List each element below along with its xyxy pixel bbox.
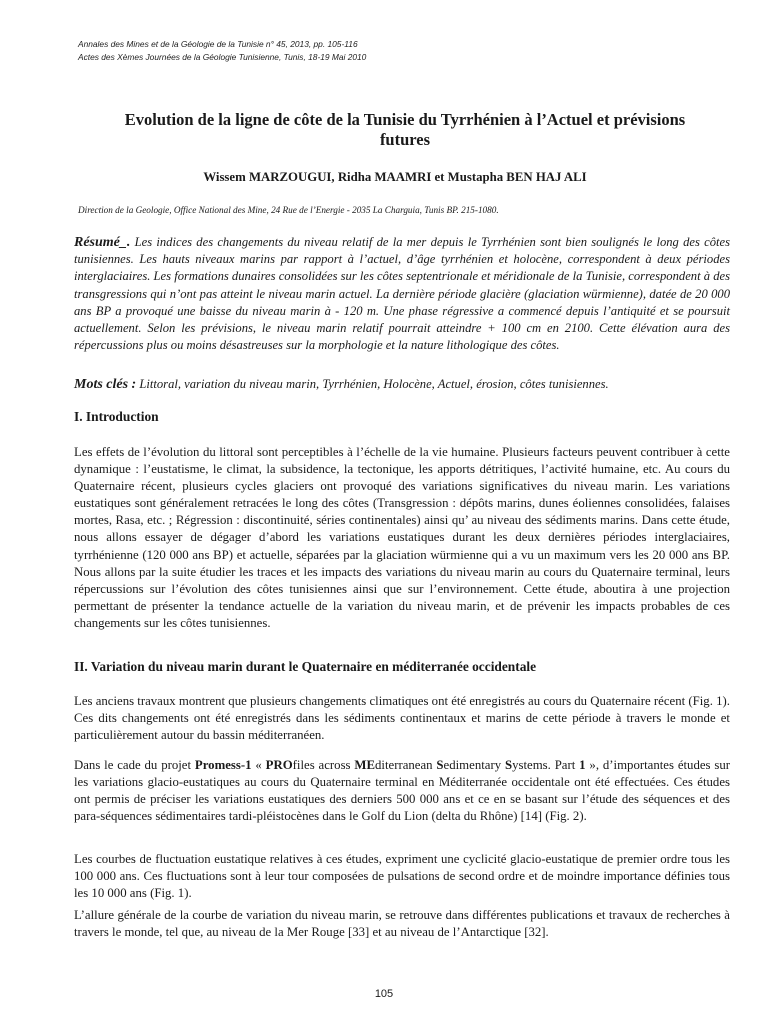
- p2-part: «: [251, 758, 266, 772]
- p2-part: Dans le cade du projet: [74, 758, 195, 772]
- p2-part: », d’importantes études sur les variations glacio-eustatiques au cours du Quaternaire terminal en Méditerranée occidentale ont été effectuées. Ces études ont permis de préciser les variations eustatiques des derniers 500 000 ans et ce en se basant sur l’étude des séquences et des para-séquences sédimentaires tardi-pléistocènes dans le Golf du Lion (delta du Rhône) [14] (Fig. 2).: [74, 758, 731, 824]
- p2-part: edimentary: [443, 758, 505, 772]
- section-heading-variation: II. Variation du niveau marin durant le Quaternaire en méditerranée occidentale: [74, 659, 537, 674]
- part-number: 1: [579, 758, 586, 772]
- variation-paragraph-3: Les courbes de fluctuation eustatique relatives à ces études, expriment une cyclicité glacio-eustatique de premier ordre tous les 100 000 ans. Ces fluctuations sont à leur tour composées de pulsations de second ordre et de moindre importance définies tous les 10 000 ans (Fig. 1).: [74, 852, 730, 901]
- section-heading-introduction: I. Introduction: [74, 409, 159, 424]
- conference-citation: Actes des Xèmes Journées de la Géologie Tunisienne, Tunis, 18-19 Mai 2010: [78, 52, 367, 62]
- project-name: Promess-1: [194, 758, 252, 772]
- p2-part: diterranean: [375, 758, 437, 772]
- variation-paragraph-1: Les anciens travaux montrent que plusieurs changements climatiques ont été enregistrés au cours du Quaternaire récent (Fig. 1). Ces dits changements ont été enregistrés dans les sédiments continentaux et marins de cette période à travers le monde et particulièrement autour du bassin méditerranéen.: [74, 694, 730, 743]
- affiliation: Direction de la Geologie, Office National des Mine, 24 Rue de l’Energie - 2035 La Charguia, Tunis BP. 215-1080.: [78, 205, 499, 215]
- abstract-text: Les indices des changements du niveau relatif de la mer depuis le Tyrrhénien sont bien soulignés le long des côtes tunisiennes. Les hauts niveaux marins par rapport à l’actuel, d’âge tyrrhénien et holocène, correspondent à deux périodes interglaciaires. Les formations dunaires consolidées sur les côtes septentrionale et méridionale de la Tunisie, correspondent à des transgressions qui n’ont pas atteint le niveau marin actuel. La dernière période glacière (glaciation würmienne), datée de 20 000 ans BP a provoqué une baisse du niveau marin à - 120 m. Une phase régressive a commencé depuis l’antiquité et se poursuit actuellement. Selon les prévisions, le niveau marin relatif pourrait atteindre + 100 cm en 2100. Cette élévation aura des répercussions plus ou moins désastreuses sur la morphologie et la nature lithologique des côtes.: [74, 235, 730, 353]
- keywords: [74, 376, 730, 393]
- keywords-label: Mots clés :: [74, 377, 137, 392]
- keywords-text: Littoral, variation du niveau marin, Tyrrhénien, Holocène, Actuel, érosion, côtes tunisiennes.: [139, 377, 609, 391]
- acronym-letter: PRO: [265, 758, 293, 772]
- abstract-label: Résumé_.: [74, 235, 131, 250]
- introduction-paragraph: Les effets de l’évolution du littoral sont perceptibles à l’échelle de la vie humaine. Plusieurs facteurs peuvent contribuer à cette dynamique : l’eustatisme, le climat, la subsidence, la tectonique, les apports détritiques, l’activité humaine, etc. Au cours du Quaternaire récent, plusieurs cycles glaciers ont provoqué des variations significatives du niveau marin. Les variations eustatiques sont généralement retracées le long des côtes (Transgression : dépôts marins, dunes éoliennes consolidées, falaises mortes, Rasa, etc. ; Régression : discontinuité, séries continentales) ainsi qu’ au niveau des sédiments marins. Dans cette étude, nous allons essayer de dégager d’abord les variations eustatiques durant les deux dernières périodes interglaciaires, tyrrhénienne (120 000 ans BP) et actuelle, séparées par la glaciation würmienne qui a vu un maximum vers les 20 000 ans BP. Nous allons par la suite étudier les traces et les impacts des variations du niveau marin au cours du Quaternaire terminal, leurs répercussions sur l’évolution des côtes tunisiennes ainsi que sur l’environnement. Cette étude, aboutira à une projection permettant de présenter la tendance actuelle de la variation du niveau marin, et de prévenir les impacts probables de ces changements sur les côtes tunisiennes.: [74, 445, 730, 630]
- authors: Wissem MARZOUGUI, Ridha MAAMRI et Mustapha BEN HAJ ALI: [203, 170, 587, 184]
- variation-paragraph-2: [74, 757, 730, 825]
- acronym-letter: ME: [354, 758, 376, 772]
- journal-citation: Annales des Mines et de la Géologie de la Tunisie n° 45, 2013, pp. 105-116: [78, 39, 358, 49]
- page-number: 105: [374, 988, 394, 1000]
- article-title: Evolution de la ligne de côte de la Tunisie du Tyrrhénien à l’Actuel et prévisions futures: [124, 110, 686, 149]
- variation-paragraph-4: L’allure générale de la courbe de variation du niveau marin, se retrouve dans différentes publications et travaux de recherches à travers le monde, tel que, au niveau de la Mer Rouge [33] et au niveau de l’Antarctique [32].: [74, 908, 730, 940]
- p2-part: files across: [292, 758, 355, 772]
- p2-part: ystems. Part: [512, 758, 580, 772]
- abstract: [74, 234, 730, 354]
- acronym-letter: S: [504, 758, 513, 772]
- journal-header: [78, 38, 366, 64]
- acronym-letter: S: [436, 758, 444, 772]
